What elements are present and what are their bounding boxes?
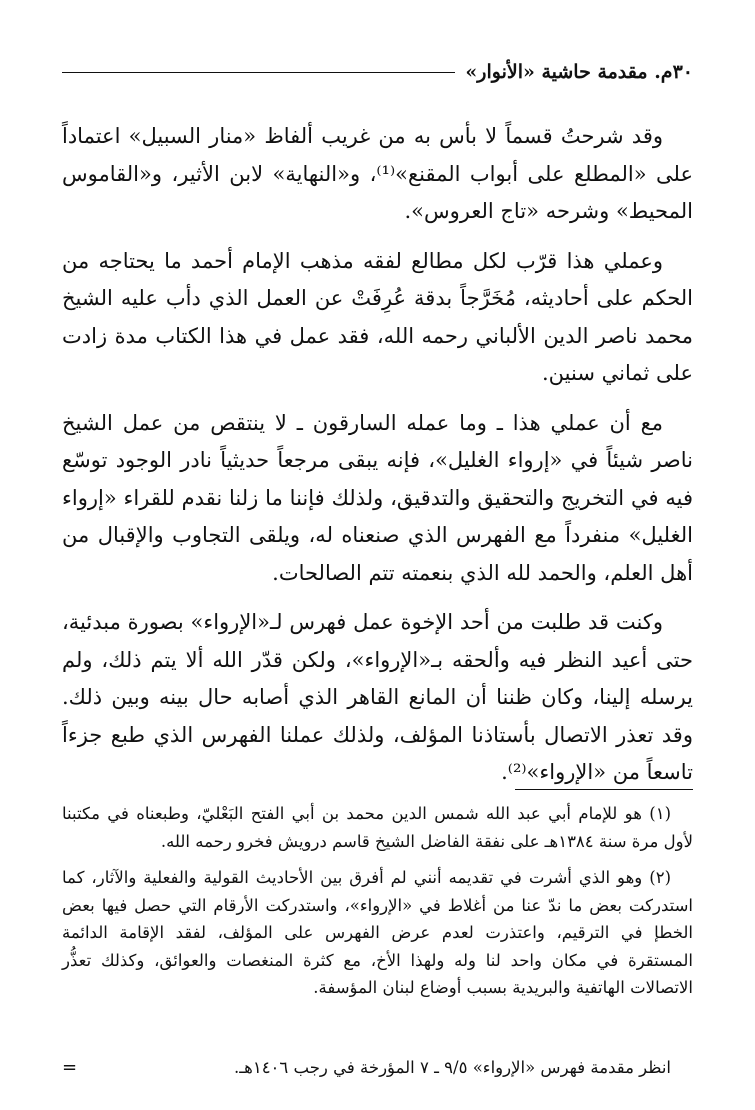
- body-paragraph: وعملي هذا قرّب لكل مطالع لفقه مذهب الإمام أحمد ما يحتاجه من الحكم على أحاديثه، مُخَرَّجاً بدقة عُرِفَتْ عن العمل الذي دأب عليه الشيخ محمد ناصر الدين الألباني رحمه الله، فقد عمل في هذا الكتاب مدة زادت على ثماني سنين.: [62, 248, 693, 385]
- body-paragraph: مع أن عملي هذا ـ وما عمله السارقون ـ لا ينتقص من عمل الشيخ ناصر شيئاً في «إرواء الغليل»، فإنه يبقى مرجعاً حديثياً نادر الوجود توسّع فيه في التخريج والتحقيق والتدقيق، ولذلك فإننا ما زلنا نقدم للقراء «إرواء الغليل» منفرداً مع الفهرس الذي صنعناه له، ويلقى التجاوب والإقبال من أهل العلم، والحمد لله الذي بنعمته تتم الصالحات.: [62, 410, 693, 585]
- body-paragraph: وقد شرحتُ قسماً لا بأس به من غريب ألفاظ «منار السبيل» اعتماداً على «المطلع على أبواب المقنع»⁽¹⁾، و«النهاية» لابن الأثير، و«القاموس المحيط» وشرحه «تاج العروس».: [62, 124, 693, 223]
- running-title: ٣٠م. مقدمة حاشية «الأنوار»: [465, 61, 693, 83]
- header-rule: [62, 72, 455, 73]
- footnotes: [62, 800, 693, 1011]
- body-paragraph: وكنت قد طلبت من أحد الإخوة عمل فهرس لـ«الإرواء» بصورة مبدئية، حتى أعيد النظر فيه وألحقه بـ«الإرواء»، ولكن قدّر الله ألا يتم ذلك، ولم يرسله إلينا، وكان ظننا أن المانع القاهر الذي أصابه حال بينه وبين ذلك. وقد تعذر الاتصال بأستاذنا المؤلف، ولذلك عملنا الفهرس الذي طبع جزءاً تاسعاً من «الإرواء»⁽²⁾.: [62, 610, 693, 784]
- footnote-1: (١) هو للإمام أبي عبد الله شمس الدين محمد بن أبي الفتح البَعْليّ، وطبعناه في مكتبنا لأول مرة سنة ١٣٨٤هـ على نفقة الفاضل الشيخ قاسم درويش فخرو رحمه الله.: [62, 804, 693, 851]
- main-text: [62, 118, 693, 804]
- footnote-divider: [515, 789, 693, 790]
- footnote-reference: انظر مقدمة فهرس «الإرواء» ٩/٥ ـ ٧ المؤرخة في رجب ١٤٠٦هـ.: [234, 1057, 671, 1077]
- continuation-mark: =: [62, 1056, 78, 1078]
- footnote-continuation: [62, 1054, 693, 1080]
- footnote-2: (٢) وهو الذي أشرت في تقديمه أنني لم أفرق بين الأحاديث القولية والفعلية والآثار، كما استدركت بعض ما ندّ عنا من أغلاط في «الإرواء»، واستدركت الأرقام التي حصل فيها بعض الخطإ في الترقيم، واعتذرت لعدم عرض الفهرس على المؤلف، لفقد الإقامة الدائمة المستقرة في مكان واحد لنا وله ولهذا الأخ، مع كثرة المنغصات والعوائق، وكذلك تعذُّر الاتصالات الهاتفية والبريدية بسبب أوضاع لبنان المؤسفة.: [62, 868, 693, 997]
- running-header: [62, 58, 693, 86]
